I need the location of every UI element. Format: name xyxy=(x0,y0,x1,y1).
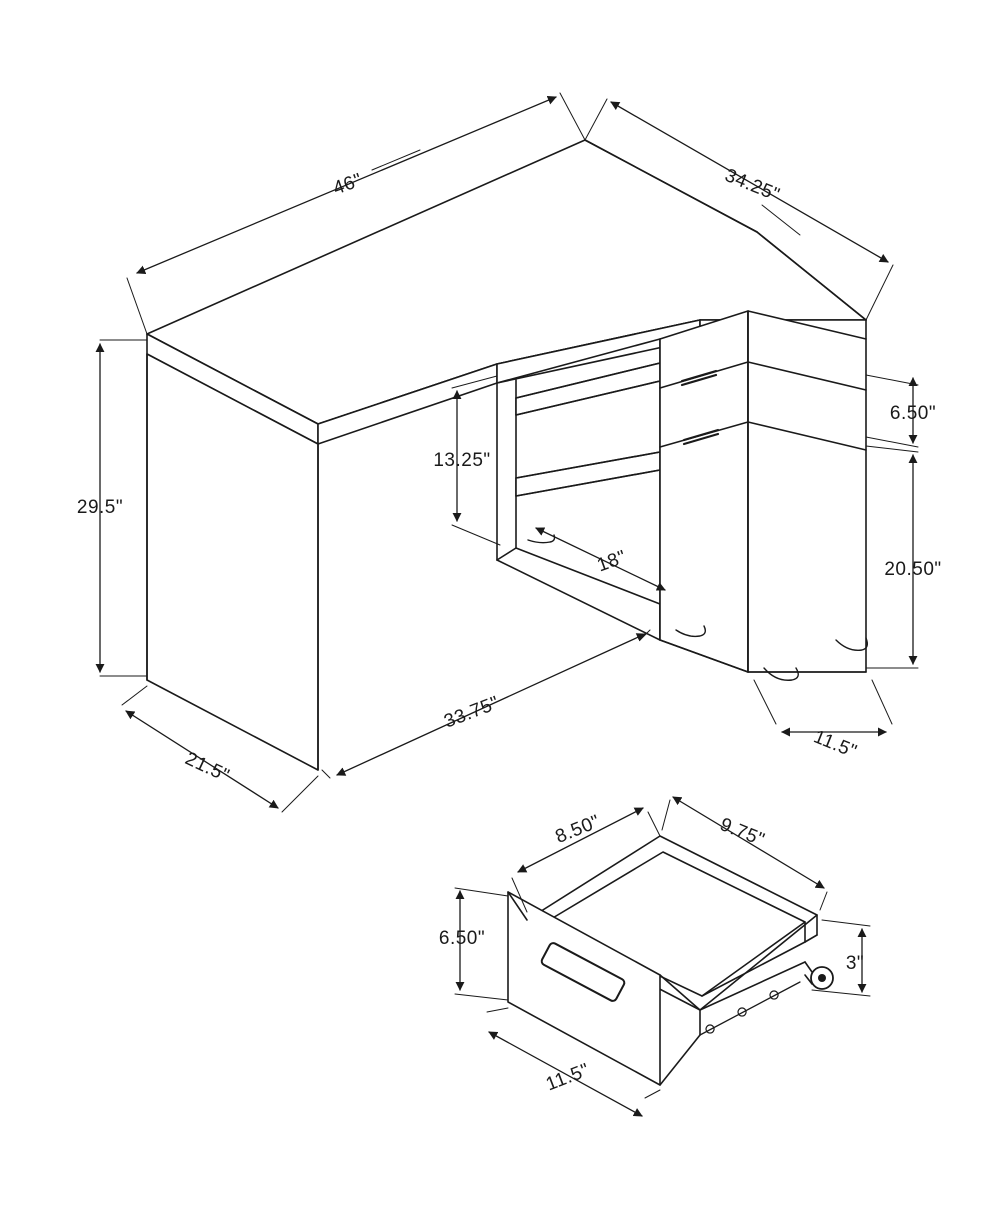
dimension-label-6-50-cabinet: 6.50" xyxy=(889,403,937,424)
dimension-label-3: 3" xyxy=(845,953,865,974)
desk-assembly-geometry xyxy=(147,140,867,770)
dimension-label-34-25: 34.25" xyxy=(721,165,783,207)
dimension-label-21-5: 21.5" xyxy=(181,748,233,787)
drawer-detail-geometry xyxy=(508,836,833,1085)
dimension-label-20-50: 20.50" xyxy=(884,559,942,580)
dimension-label-18: 18" xyxy=(594,546,630,577)
dimension-label-6-50-drawer: 6.50" xyxy=(438,928,486,949)
dimension-label-33-75: 33.75" xyxy=(441,692,503,733)
dimension-label-8-50: 8.50" xyxy=(552,811,604,848)
dimension-label-11-5-drawer: 11.5" xyxy=(543,1059,593,1096)
dimension-label-29-5: 29.5" xyxy=(76,497,124,518)
dimension-label-13-25: 13.25" xyxy=(433,450,491,471)
dimension-label-46: 46" xyxy=(330,169,366,200)
dimension-label-11-5-cabinet: 11.5" xyxy=(810,726,860,763)
dimension-label-9-75: 9.75" xyxy=(716,814,768,851)
